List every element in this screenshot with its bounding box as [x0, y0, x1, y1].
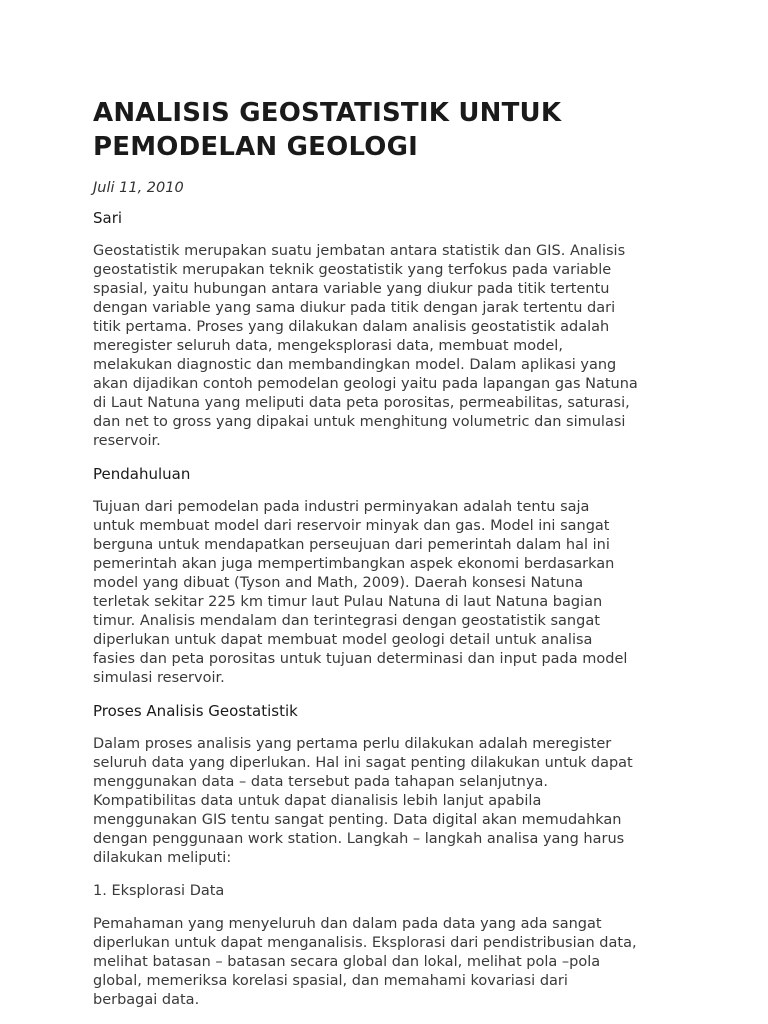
section-paragraph-proses: Dalam proses analisis yang pertama perlu dilakukan adalah meregister seluruh data yang diperlukan. Hal ini sagat penting dilakukan untuk dapat menggunakan data – data tersebut pada tahapan selanjutnya. Kompatibilitas data untuk dapat dianalisis lebih lanjut apabila menggunakan GIS tentu sangat penting. Data digital akan memudahkan dengan penggunaan work station. Langkah – langkah analisa yang harus dilakukan meliputi: [93, 736, 633, 866]
article-title: ANALISIS GEOSTATISTIK UNTUK PEMODELAN GEOLOGI [93, 98, 562, 162]
article-date: Juli 11, 2010 [93, 180, 184, 196]
section-paragraph-eksplorasi: Pemahaman yang menyeluruh dan dalam pada data yang ada sangat diperlukan untuk dapat menganalisis. Eksplorasi dari pendistribusian data, melihat batasan – batasan secara global dan lokal, melihat pola –pola global, memeriksa korelasi spasial, dan memahami kovariasi dari berbagai data. [93, 916, 637, 1008]
section-heading-pendahuluan: Pendahuluan [93, 465, 191, 483]
section-paragraph-pendahuluan: Tujuan dari pemodelan pada industri perminyakan adalah tentu saja untuk membuat model dari reservoir minyak dan gas. Model ini sangat berguna untuk mendapatkan perseujuan dari pemerintah dalam hal ini pemerintah akan juga mempertimbangkan aspek ekonomi berdasarkan model yang dibuat (Tyson and Math, 2009). Daerah konsesi Natuna terletak sekitar 225 km timur laut Pulau Natuna di laut Natuna bagian timur. Analisis mendalam dan terintegrasi dengan geostatistik sangat diperlukan untuk dapat membuat model geologi detail untuk analisa fasies dan peta porositas untuk tujuan determinasi dan input pada model simulasi reservoir. [93, 499, 628, 686]
section-paragraph-sari: Geostatistik merupakan suatu jembatan antara statistik dan GIS. Analisis geostatistik merupakan teknik geostatistik yang terfokus pada variable spasial, yaitu hubungan antara variable yang diukur pada titik tertentu dengan variable yang sama diukur pada titik dengan jarak tertentu dari titik pertama. Proses yang dilakukan dalam analisis geostatistik adalah meregister seluruh data, mengeksplorasi data, membuat model, melakukan diagnostic dan membandingkan model. Dalam aplikasi yang akan dijadikan contoh pemodelan geologi yaitu pada lapangan gas Natuna di Laut Natuna yang meliputi data peta porositas, permeabilitas, saturasi, dan net to gross yang dipakai untuk menghitung volumetric dan simulasi reservoir. [93, 243, 638, 449]
section-heading-eksplorasi: 1. Eksplorasi Data [93, 883, 225, 899]
section-heading-proses: Proses Analisis Geostatistik [93, 702, 298, 720]
article [93, 96, 683, 1010]
section-heading-sari: Sari [93, 209, 123, 227]
